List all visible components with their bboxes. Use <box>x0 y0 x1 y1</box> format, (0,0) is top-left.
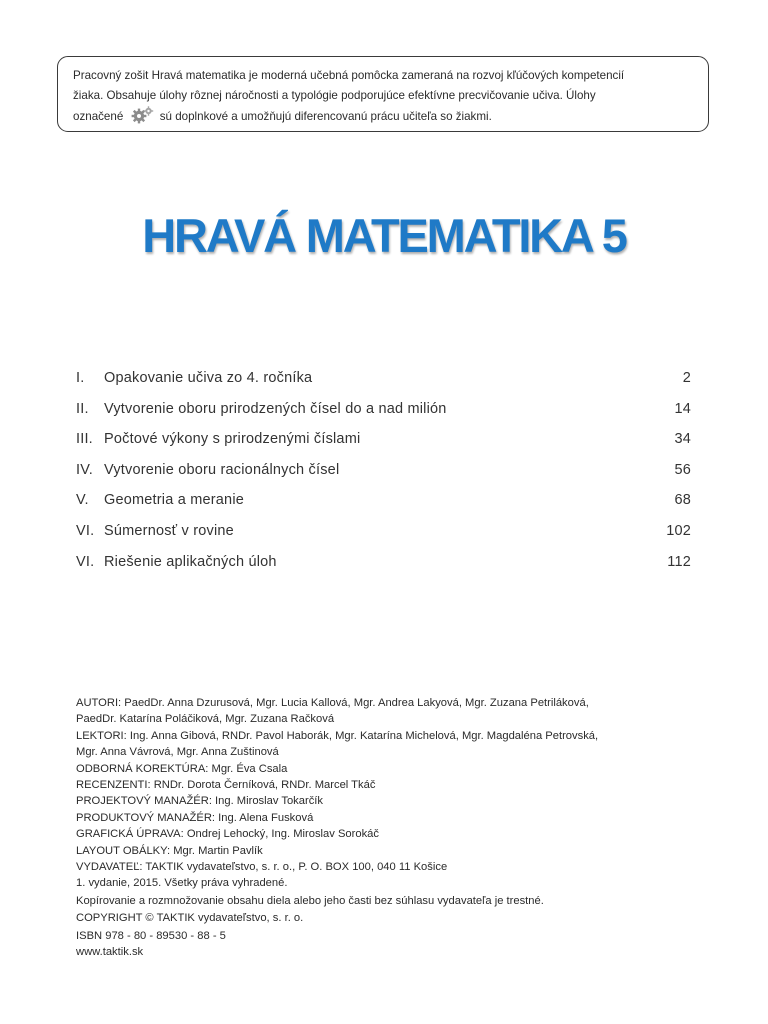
credits-copyright: COPYRIGHT © TAKTIK vydavateľstvo, s. r. o. <box>76 911 304 924</box>
credits-block <box>76 695 696 961</box>
credits-authors-1: AUTORI: PaedDr. Anna Dzurusová, Mgr. Lucia Kallová, Mgr. Andrea Lakyová, Mgr. Zuzana Petriláková, <box>76 697 589 709</box>
credits-graphic-design: GRAFICKÁ ÚPRAVA: Ondrej Lehocký, Ing. Miroslav Sorokáč <box>76 828 379 841</box>
table-of-contents <box>76 370 691 584</box>
toc-page: 34 <box>674 431 691 448</box>
toc-label: Geometria a meranie <box>104 492 244 509</box>
toc-label: Vytvorenie oboru prirodzených čísel do a nad milión <box>104 400 447 417</box>
toc-page: 102 <box>666 522 691 539</box>
credits-copying-notice: Kopírovanie a rozmnožovanie obsahu diela alebo jeho časti bez súhlasu vydavateľa je trestné. <box>76 895 544 908</box>
toc-label: Opakovanie učiva zo 4. ročníka <box>104 370 313 386</box>
credits-product-manager: PRODUKTOVÝ MANAŽÉR: Ing. Alena Fusková <box>76 811 314 824</box>
toc-number: V. <box>76 492 89 509</box>
credits-cover-layout: LAYOUT OBÁLKY: Mgr. Martin Pavlík <box>76 844 263 857</box>
note-line-3-end: sú doplnkové a umožňujú diferencovanú prácu učiteľa so žiakmi. <box>159 110 492 123</box>
toc-item[interactable] <box>76 401 691 432</box>
info-note-box <box>57 56 709 132</box>
toc-label: Súmernosť v rovine <box>104 522 234 539</box>
toc-label: Riešenie aplikačných úloh <box>104 553 277 570</box>
toc-item[interactable] <box>76 554 691 585</box>
note-line-3 <box>73 106 694 127</box>
toc-page: 112 <box>667 553 691 570</box>
credits-reviewers: RECENZENTI: RNDr. Dorota Černíková, RNDr. Marcel Tkáč <box>76 779 376 792</box>
toc-label: Vytvorenie oboru racionálnych čísel <box>104 461 340 478</box>
note-line-1: Pracovný zošit Hravá matematika je moderná učebná pomôcka zameraná na rozvoj kľúčových kompetencií <box>73 69 625 82</box>
toc-item[interactable] <box>76 462 691 493</box>
credits-proofreading: ODBORNÁ KOREKTÚRA: Mgr. Éva Csala <box>76 762 288 775</box>
note-line-2: žiaka. Obsahuje úlohy rôznej náročnosti a typológie podporujúce efektívne precvičovanie učiva. Úlohy <box>73 89 596 102</box>
gears-icon <box>131 106 155 124</box>
toc-number: VI. <box>76 553 95 570</box>
toc-number: II. <box>76 400 89 417</box>
toc-page: 56 <box>674 461 691 478</box>
toc-item[interactable] <box>76 431 691 462</box>
credits-lectors-2: Mgr. Anna Vávrová, Mgr. Anna Zuštinová <box>76 746 279 759</box>
publisher-website-link[interactable]: www.taktik.sk <box>76 946 144 959</box>
book-title: HRAVÁ MATEMATIKA 5 <box>142 209 626 262</box>
toc-number: IV. <box>76 461 93 478</box>
toc-page: 68 <box>674 492 691 509</box>
toc-item[interactable] <box>76 523 691 554</box>
toc-item[interactable] <box>76 370 691 401</box>
note-line-3-start: označené <box>73 110 124 123</box>
credits-authors-2: PaedDr. Katarína Poláčiková, Mgr. Zuzana Račková <box>76 713 335 726</box>
credits-project-manager: PROJEKTOVÝ MANAŽÉR: Ing. Miroslav Tokarčík <box>76 795 324 808</box>
credits-publisher: VYDAVATEĽ: TAKTIK vydavateľstvo, s. r. o., P. O. BOX 100, 040 11 Košice <box>76 861 448 874</box>
toc-page: 2 <box>682 370 691 386</box>
credits-edition: 1. vydanie, 2015. Všetky práva vyhradené. <box>76 877 288 890</box>
credits-isbn: ISBN 978 - 80 - 89530 - 88 - 5 <box>76 929 226 942</box>
toc-number: III. <box>76 431 93 448</box>
credits-lectors-1: LEKTORI: Ing. Anna Gibová, RNDr. Pavol Haborák, Mgr. Katarína Michelová, Mgr. Magdaléna Petrovská, <box>76 729 599 742</box>
toc-number: VI. <box>76 522 95 539</box>
toc-page: 14 <box>674 400 691 417</box>
toc-item[interactable] <box>76 492 691 523</box>
toc-label: Počtové výkony s prirodzenými číslami <box>104 431 361 448</box>
toc-number: I. <box>76 370 85 386</box>
